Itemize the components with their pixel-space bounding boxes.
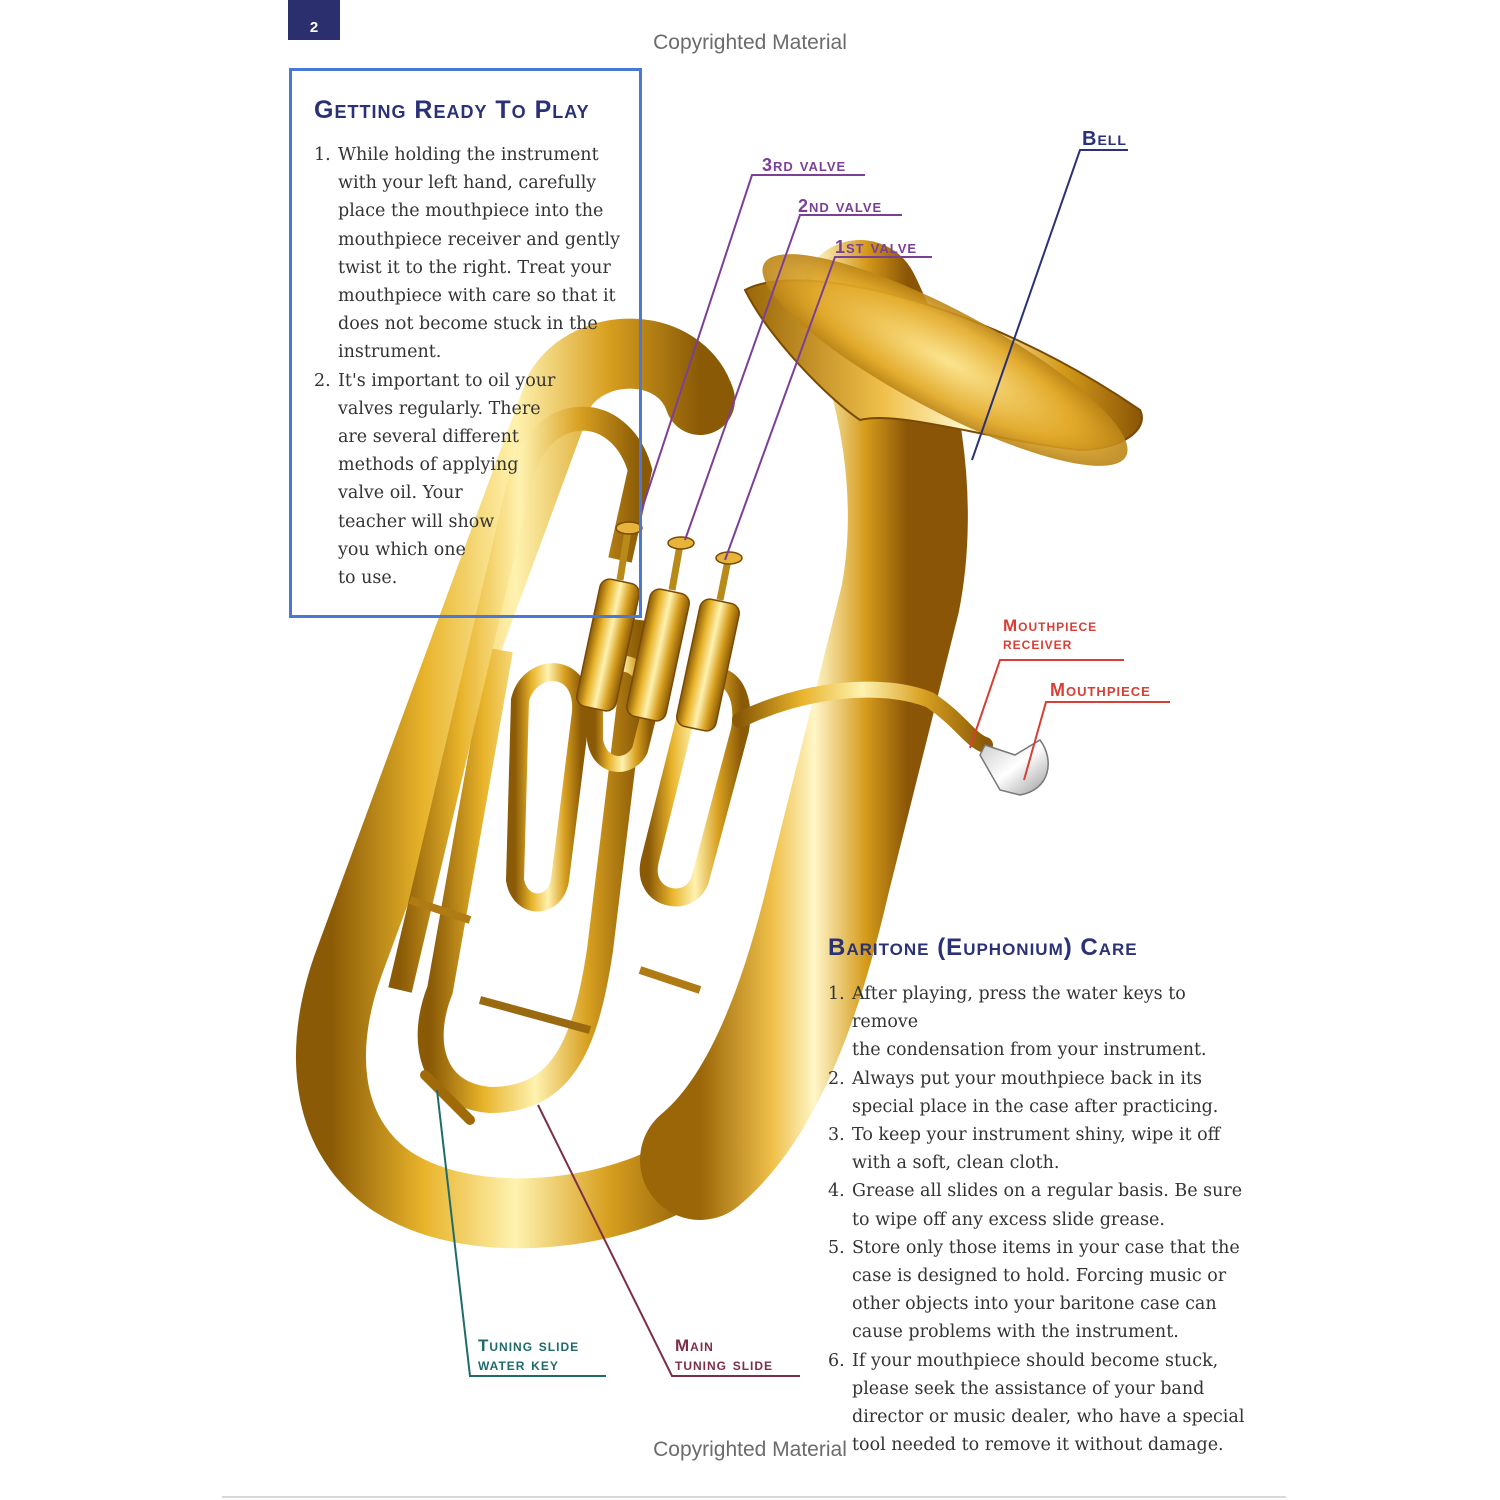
step-text-line: methods of applying: [338, 455, 519, 476]
step-text-line: tool needed to remove it without damage.: [852, 1435, 1224, 1456]
step-number: 2.: [828, 1068, 845, 1089]
step-text-line: It's important to oil your: [338, 370, 556, 391]
step-text-line: director or music dealer, who have a special: [852, 1407, 1245, 1428]
step-number: 3.: [828, 1125, 845, 1146]
step-text-line: While holding the instrument: [338, 145, 599, 165]
step-number: 5.: [828, 1237, 845, 1258]
step-text-line: special place in the case after practicing.: [852, 1096, 1219, 1117]
step-text-line: are several different: [338, 427, 519, 448]
step-item: [828, 1347, 1248, 1460]
step-text-line: Store only those items in your case that the: [852, 1237, 1240, 1258]
step-text-line: valves regularly. There: [338, 398, 541, 419]
step-text-line: with your left hand, carefully: [338, 173, 597, 194]
step-text-line: Always put your mouthpiece back in its: [852, 1068, 1202, 1089]
step-item: [314, 141, 634, 367]
page-number: 2: [309, 19, 319, 36]
label-3rd-valve: 3rd valve: [762, 155, 847, 175]
label-main-tuning-slide: [675, 1336, 773, 1374]
label-mouthpiece: Mouthpiece: [1050, 680, 1151, 700]
step-number: 2.: [314, 370, 331, 391]
step-item: [828, 1177, 1248, 1233]
step-text-line: does not become stuck in the: [338, 314, 598, 335]
step-text-line: to use.: [338, 568, 398, 589]
step-text-line: twist it to the right. Treat your: [338, 257, 611, 278]
label-tuning-slide-water-key-line2: water key: [478, 1355, 559, 1374]
care-steps: [828, 980, 1248, 1459]
step-text-line: Grease all slides on a regular basis. Be sure: [852, 1181, 1243, 1202]
step-number: 1.: [314, 145, 331, 165]
step-text-line: mouthpiece receiver and gently: [338, 229, 621, 250]
step-text-line: To keep your instrument shiny, wipe it off: [852, 1125, 1221, 1146]
label-tuning-slide-water-key: [478, 1336, 579, 1374]
step-text-line: place the mouthpiece into the: [338, 201, 604, 222]
step-text-line: cause problems with the instrument.: [852, 1322, 1179, 1343]
step-text-line: If your mouthpiece should become stuck,: [852, 1350, 1219, 1371]
step-text-line: valve oil. Your: [338, 483, 463, 504]
step-text-line: mouthpiece with care so that it: [338, 286, 616, 307]
step-item: [828, 1121, 1248, 1177]
label-mouthpiece-receiver-line2: receiver: [1003, 634, 1073, 653]
label-tuning-slide-water-key-line1: Tuning slide: [478, 1336, 580, 1355]
label-main-tuning-slide-line1: Main: [675, 1336, 714, 1355]
getting-ready-title: Getting Ready To Play: [314, 96, 590, 124]
step-item: [828, 1234, 1248, 1347]
label-bell: Bell: [1082, 128, 1127, 150]
label-1st-valve: 1st valve: [835, 237, 918, 257]
step-text-line: After playing, press the water keys to remove: [852, 984, 1186, 1033]
step-text-line: please seek the assistance of your band: [852, 1378, 1205, 1399]
mouthpiece-illustration: [980, 740, 1048, 795]
label-mouthpiece-receiver-line1: Mouthpiece: [1003, 616, 1098, 635]
care-title: Baritone (Euphonium) Care: [828, 934, 1138, 961]
step-number: 6.: [828, 1350, 845, 1371]
step-text-line: with a soft, clean cloth.: [852, 1153, 1060, 1174]
step-text-line: case is designed to hold. Forcing music or: [852, 1266, 1227, 1287]
step-item: [828, 1065, 1248, 1121]
step-number: 4.: [828, 1181, 845, 1202]
getting-ready-steps: [314, 141, 634, 592]
step-text-line: teacher will show: [338, 511, 495, 532]
step-text-line: other objects into your baritone case can: [852, 1294, 1217, 1315]
copyright-notice-top: Copyrighted Material: [653, 31, 847, 54]
step-item: [828, 980, 1248, 1065]
label-main-tuning-slide-line2: tuning slide: [675, 1355, 774, 1374]
step-text-line: the condensation from your instrument.: [852, 1040, 1207, 1061]
copyright-notice-bottom: Copyrighted Material: [653, 1438, 847, 1461]
label-mouthpiece-receiver: [1003, 617, 1097, 653]
step-text-line: you which one: [338, 539, 466, 560]
label-2nd-valve: 2nd valve: [798, 196, 883, 216]
step-number: 1.: [828, 984, 845, 1004]
step-item: [314, 367, 634, 593]
step-text-line: instrument.: [338, 342, 442, 363]
step-text-line: to wipe off any excess slide grease.: [852, 1209, 1165, 1230]
